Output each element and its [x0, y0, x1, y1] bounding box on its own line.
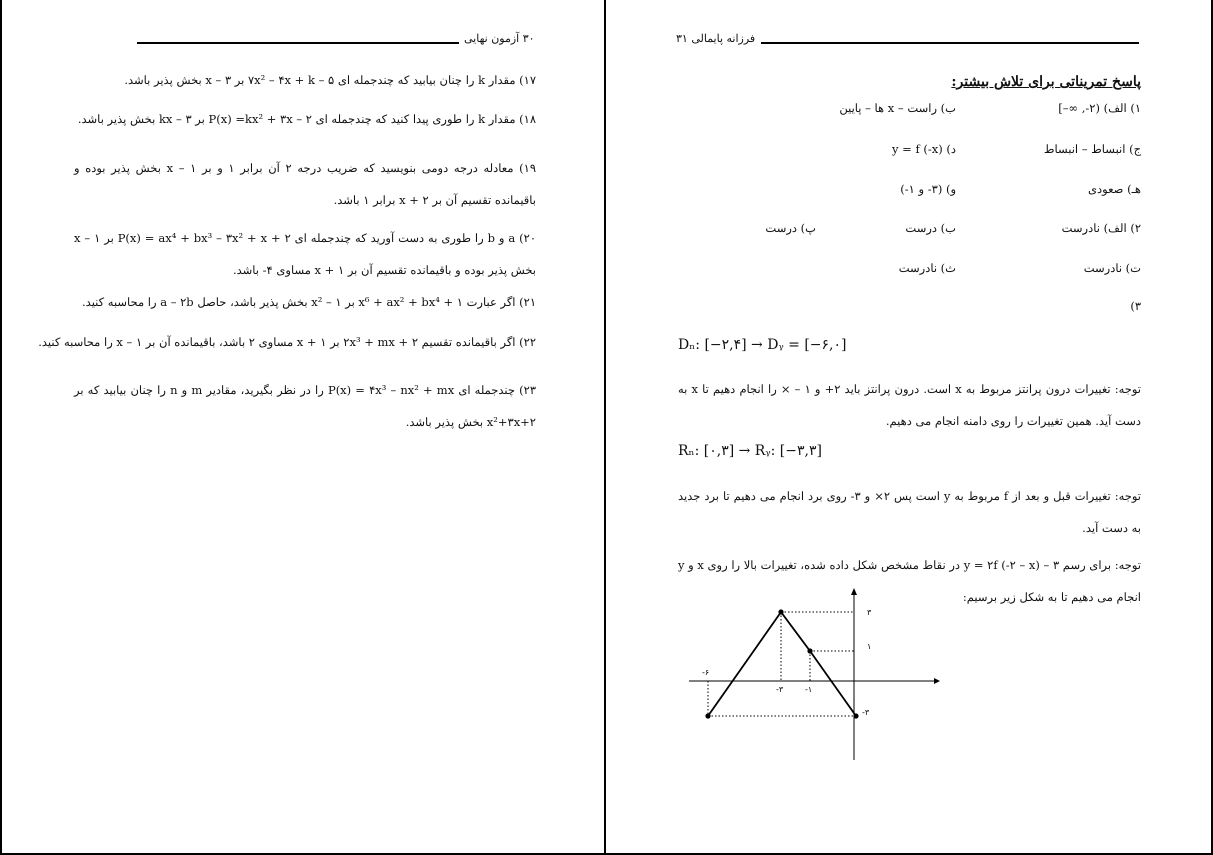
- note-range: توجه: تغییرات قبل و بعد از f مربوط به y است پس ۲× و ۳- روی برد انجام می دهیم تا برد جدید به دست آید.: [678, 489, 1142, 535]
- question-21: ۲۱) اگر عبارت x⁶ + ax² + bx⁴ + ۱ بر ۱ – x² بخش پذیر باشد، حاصل a – ۲b را محاسبه کنید.: [82, 295, 536, 309]
- question-20: ۲۰) a و b را طوری به دست آورید که چندجمله ای P(x) = ax⁴ + bx³ – ۳x² + x + ۲ بر ۱ – x بخش پذیر بوده و باقیمانده تقسیم آن بر ۱ + x مساوی ۴- باشد.: [74, 231, 537, 277]
- answer-2-th: ث) نادرست: [898, 261, 956, 275]
- point-neg6-neg3: [705, 713, 710, 718]
- right-header-rule: [761, 42, 1139, 44]
- answer-2-t: ت) نادرست: [1083, 261, 1141, 275]
- note-graph: توجه: برای رسم y = ۲f (-۲ – x) – ۳ در نقاط مشخص شکل داده شده، تغییرات بالا را روی x و y انجام می دهیم تا به شکل زیر برسیم:: [678, 558, 1142, 604]
- label-xneg6: -۶: [702, 668, 710, 677]
- answer-1-e: هـ) صعودی: [1088, 182, 1141, 196]
- transformed-function-graph: [684, 585, 944, 765]
- answers-title: پاسخ تمریناتی برای تلاش بیشتر:: [951, 74, 1141, 90]
- answer-1-d: د) y = f (-x): [892, 142, 956, 156]
- label-y1: ۱: [867, 642, 872, 651]
- question-18: ۱۸) مقدار k را طوری پیدا کنید که چندجمله ای P(x) =kx² + ۳x – ۲ بر ۳ – kx بخش پذیر باشد.: [77, 112, 536, 126]
- label-y3: ۳: [867, 608, 872, 617]
- question-17: ۱۷) مقدار k را چنان بیابید که چندجمله ای ۵ – ۷x² – ۴x + k بر ۳ – x بخش پذیر باشد.: [124, 73, 536, 87]
- answer-2-p: پ) درست: [765, 221, 816, 235]
- answer-1-a: ۱) الف) (۲-, ∞–]: [1058, 101, 1141, 115]
- answer-2-b: ب) درست: [905, 221, 956, 235]
- graph-segment-upper: [708, 612, 813, 716]
- point-neg1-1: [807, 648, 812, 653]
- graph-segment-lower: [810, 651, 856, 716]
- question-23: ۲۳) چندجمله ای P(x) = ۴x³ – nx² + mx را در نظر بگیرید، مقادیر m و n را چنان بیابید که بر x²+۳x+۲ بخش پذیر باشد.: [74, 383, 536, 429]
- answer-1-c: ج) انبساط – انبساط: [1043, 142, 1141, 156]
- question-22: ۲۲) اگر باقیمانده تقسیم ۲x³ + mx + ۲ بر ۱ + x مساوی ۲ باشد، باقیمانده آن بر ۱ – x را محاسبه کنید.: [38, 335, 536, 349]
- answer-1-b: ب) راست – x ها – پایین: [839, 101, 956, 115]
- point-neg3-3: [778, 609, 783, 614]
- left-page-header: ۳۰ آزمون نهایی: [464, 32, 535, 45]
- left-header-rule: [137, 42, 459, 44]
- note-domain: توجه: تغییرات درون پرانتز مربوط به x است. درون پرانتز باید ۲+ و ۱ – × را انجام دهیم تا x به دست آید. همین تغییرات را روی دامنه انجام می دهیم.: [678, 382, 1141, 428]
- answer-2-a: ۲) الف) نادرست: [1061, 221, 1141, 235]
- range-formula: Rₙ: [۰,۳] → Rᵧ: [−۳,۳]: [678, 443, 822, 459]
- right-page: [604, 0, 1213, 855]
- question-19: ۱۹) معادله درجه دومی بنویسید که ضریب درجه ۲ آن برابر ۱ و بر ۱ – x بخش پذیر بوده و باقیمانده تقسیم آن بر ۲ + x برابر ۱ باشد.: [74, 161, 536, 207]
- label-xneg3: -۳: [776, 685, 784, 694]
- label-xneg1: -۱: [805, 685, 813, 694]
- answer-1-f: و) (۳- و ۱-): [900, 182, 956, 196]
- point-0-neg3: [853, 713, 858, 718]
- x-axis-arrow: [934, 678, 940, 684]
- answer-3-label: ۳): [1130, 299, 1141, 313]
- y-axis-arrow: [851, 588, 857, 595]
- domain-formula: Dₙ: [−۲,۴] → Dᵧ = [−۶,۰]: [678, 337, 847, 353]
- left-page: [0, 0, 604, 855]
- label-yneg3: -۳: [862, 708, 870, 717]
- right-page-header: فرزانه پایمالی ۳۱: [676, 32, 756, 45]
